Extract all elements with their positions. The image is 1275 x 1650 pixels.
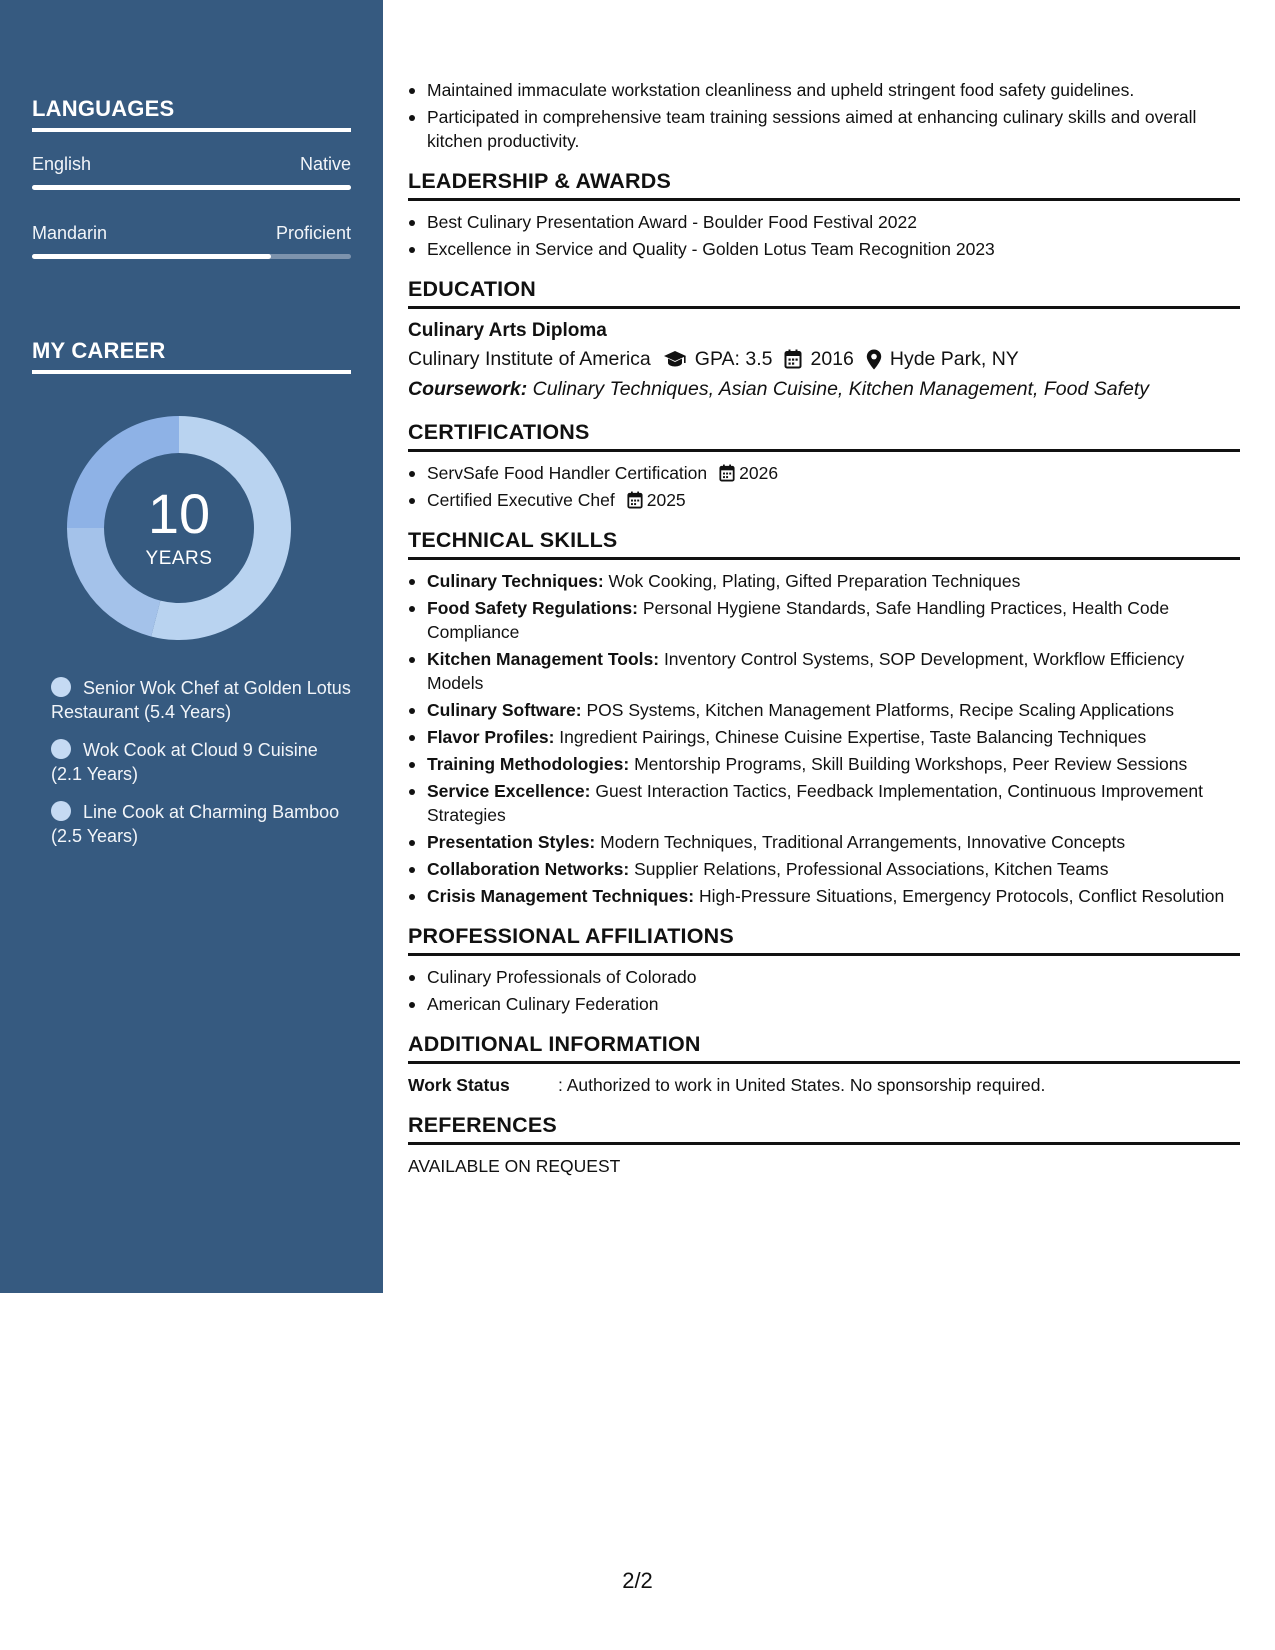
skill-label: Crisis Management Techniques: <box>427 886 695 906</box>
skill-label: Service Excellence: <box>427 781 591 801</box>
list-item <box>408 488 1240 512</box>
skill-text: POS Systems, Kitchen Management Platforms, Recipe Scaling Applications <box>586 700 1174 720</box>
bullet-dot-icon <box>51 677 71 697</box>
bullet-dot-icon <box>51 739 71 759</box>
page-number: 2/2 <box>622 1568 653 1593</box>
certification-year: 2025 <box>646 490 686 510</box>
list-item <box>408 857 1240 881</box>
education-details <box>408 344 1240 374</box>
language-bar-mandarin <box>32 254 351 259</box>
main-content <box>408 78 1240 1178</box>
sidebar <box>0 0 383 1293</box>
certification-year: 2026 <box>739 463 779 483</box>
skill-text: Inventory Control Systems, SOP Development, Workflow Efficiency Models <box>427 649 1185 693</box>
career-years-unit: YEARS <box>145 548 213 569</box>
list-item <box>408 596 1240 644</box>
list-item: Participated in comprehensive team training sessions aimed at enhancing culinary skills and overall kitchen productivity. <box>408 105 1240 153</box>
education-gpa: GPA: 3.5 <box>694 348 773 370</box>
career-item: Senior Wok Chef at Golden Lotus Restaurant (5.4 Years) <box>51 678 351 722</box>
language-row-mandarin <box>32 223 351 244</box>
certifications-list <box>408 461 1240 512</box>
career-item: Line Cook at Charming Bamboo (2.5 Years) <box>51 802 340 846</box>
language-level: Native <box>299 154 351 174</box>
language-bar-english <box>32 185 351 190</box>
skills-list <box>408 569 1240 908</box>
list-item <box>408 698 1240 722</box>
list-item <box>408 830 1240 854</box>
references-text: AVAILABLE ON REQUEST <box>408 1156 621 1176</box>
skill-label: Culinary Techniques: <box>427 571 604 591</box>
skill-label: Culinary Software: <box>427 700 582 720</box>
section-title-leadership: LEADERSHIP & AWARDS <box>408 169 1240 201</box>
skill-text: Wok Cooking, Plating, Gifted Preparation Techniques <box>608 571 1021 591</box>
skill-label: Kitchen Management Tools: <box>427 649 660 669</box>
career-heading: MY CAREER <box>32 338 351 374</box>
list-item: Best Culinary Presentation Award - Boulder Food Festival 2022 <box>408 210 1240 234</box>
skill-label: Training Methodologies: <box>427 754 630 774</box>
language-row-english <box>32 154 351 175</box>
calendar-icon <box>627 491 643 509</box>
list-item <box>408 752 1240 776</box>
list-item <box>408 569 1240 593</box>
work-status-label: Work Status <box>408 1075 510 1095</box>
skill-label: Flavor Profiles: <box>427 727 555 747</box>
skill-text: Personal Hygiene Standards, Safe Handling Practices, Health Code Compliance <box>427 598 1170 642</box>
career-list <box>51 676 351 862</box>
list-item: American Culinary Federation <box>408 992 1240 1016</box>
education-school: Culinary Institute of America <box>408 348 651 370</box>
calendar-icon <box>784 349 802 369</box>
work-status-row <box>408 1073 1240 1097</box>
map-pin-icon <box>866 349 882 370</box>
career-item: Wok Cook at Cloud 9 Cuisine (2.1 Years) <box>51 740 318 784</box>
language-name: English <box>32 154 92 174</box>
list-item: Maintained immaculate workstation cleanliness and upheld stringent food safety guidelines. <box>408 78 1240 102</box>
education-location: Hyde Park, NY <box>889 348 1019 370</box>
skill-label: Collaboration Networks: <box>427 859 630 879</box>
career-years-total: 10 <box>147 482 211 545</box>
section-title-education: EDUCATION <box>408 277 1240 309</box>
skill-text: High-Pressure Situations, Emergency Protocols, Conflict Resolution <box>698 886 1225 906</box>
education-degree: Culinary Arts Diploma <box>408 320 607 341</box>
language-bar-fill <box>32 185 351 190</box>
bullet-dot-icon <box>51 801 71 821</box>
skill-text: Ingredient Pairings, Chinese Cuisine Expertise, Taste Balancing Techniques <box>559 727 1147 747</box>
experience-bullets <box>408 78 1240 153</box>
skill-text: Guest Interaction Tactics, Feedback Implementation, Continuous Improvement Strategies <box>427 781 1203 825</box>
career-donut-chart <box>67 416 291 640</box>
certification-name: Certified Executive Chef <box>427 490 615 510</box>
section-title-skills: TECHNICAL SKILLS <box>408 528 1240 560</box>
language-name: Mandarin <box>32 223 108 243</box>
section-title-references: REFERENCES <box>408 1113 1240 1145</box>
language-level: Proficient <box>275 223 351 243</box>
skill-text: Supplier Relations, Professional Associations, Kitchen Teams <box>634 859 1109 879</box>
list-item: Culinary Professionals of Colorado <box>408 965 1240 989</box>
section-title-certifications: CERTIFICATIONS <box>408 420 1240 452</box>
coursework-text: Culinary Techniques, Asian Cuisine, Kitchen Management, Food Safety <box>532 378 1150 400</box>
graduation-cap-icon <box>663 350 687 368</box>
skill-label: Food Safety Regulations: <box>427 598 638 618</box>
skill-text: Mentorship Programs, Skill Building Workshops, Peer Review Sessions <box>634 754 1188 774</box>
education-year: 2016 <box>810 348 854 370</box>
list-item <box>408 647 1240 695</box>
coursework-label: Coursework: <box>408 378 528 400</box>
affiliations-list <box>408 965 1240 1016</box>
skill-label: Presentation Styles: <box>427 832 596 852</box>
education-coursework <box>408 374 1240 404</box>
list-item <box>408 461 1240 485</box>
work-status-value: : Authorized to work in United States. No sponsorship required. <box>558 1075 1046 1095</box>
list-item <box>408 884 1240 908</box>
certification-name: ServSafe Food Handler Certification <box>427 463 708 483</box>
languages-heading: LANGUAGES <box>32 96 351 132</box>
leadership-list <box>408 210 1240 261</box>
list-item: Excellence in Service and Quality - Golden Lotus Team Recognition 2023 <box>408 237 1240 261</box>
list-item <box>408 779 1240 827</box>
language-bar-fill <box>32 254 271 259</box>
skill-text: Modern Techniques, Traditional Arrangements, Innovative Concepts <box>600 832 1126 852</box>
section-title-affiliations: PROFESSIONAL AFFILIATIONS <box>408 924 1240 956</box>
section-title-additional: ADDITIONAL INFORMATION <box>408 1032 1240 1064</box>
calendar-icon <box>719 464 735 482</box>
list-item <box>408 725 1240 749</box>
